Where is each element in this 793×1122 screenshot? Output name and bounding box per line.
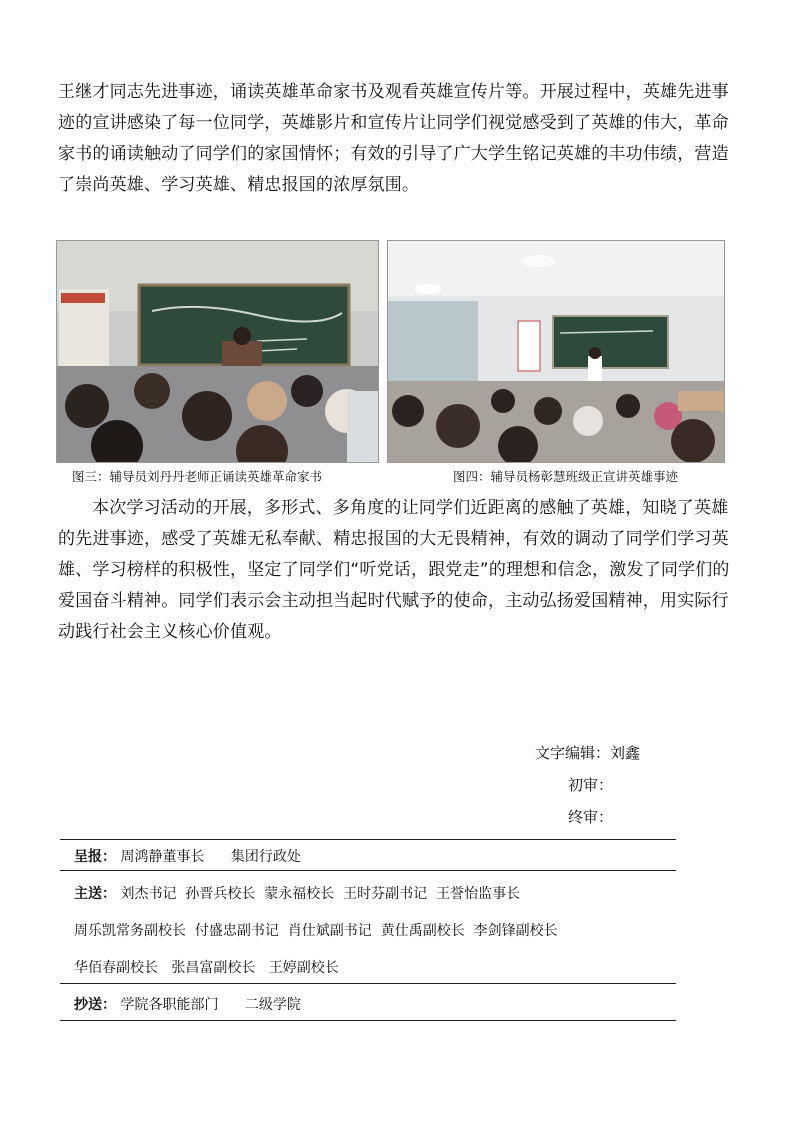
chaosong-line	[74, 994, 301, 1014]
zhusong-recipient: 王婷副校长	[268, 960, 339, 976]
divider-bottom	[60, 1020, 676, 1021]
zhusong-recipient: 刘杰书记	[120, 886, 177, 902]
chengbao-recipient: 集团行政处	[230, 849, 301, 865]
zhusong-recipient: 华佰春副校长	[74, 960, 158, 976]
first-review-line: 初审：	[568, 776, 614, 794]
chengbao-label: 呈报：	[74, 849, 116, 865]
zhusong-recipient: 黄仕禹副校长	[380, 923, 465, 939]
chengbao-line	[74, 846, 301, 866]
chaosong-label: 抄送：	[74, 997, 116, 1013]
zhusong-label: 主送：	[74, 886, 116, 902]
editor-line: 文字编辑：刘鑫	[535, 744, 641, 762]
divider	[60, 983, 676, 984]
zhusong-recipient: 周乐凯常务副校长	[74, 923, 186, 939]
zhusong-recipient: 肖仕斌副书记	[287, 923, 372, 939]
body-paragraph-2: 本次学习活动的开展，多形式、多角度的让同学们近距离的感触了英雄，知晓了英雄的先进事迹，感受了英雄无私奉献、精忠报国的大无畏精神，有效的调动了同学们学习英雄、学习榜样的积极性，坚定了同学们“听党话，跟党走”的理想和信念，激发了同学们的爱国奋斗精神。同学们表示会主动担当起时代赋予的使命，主动弘扬爱国精神，用实际行动践行社会主义核心价值观。	[58, 498, 730, 642]
zhusong-recipient: 王誉怡监事长	[436, 886, 521, 902]
photo-teacher-reading-letters	[56, 240, 379, 463]
zhusong-recipient: 王时芬副书记	[343, 886, 428, 902]
zhusong-line-3	[74, 957, 339, 977]
body-paragraph-1: 王继才同志先进事迹，诵读英雄革命家书及观看英雄宣传片等。开展过程中，英雄先进事迹的宣讲感染了每一位同学，英雄影片和宣传片让同学们视觉感受到了英雄的伟大，革命家书的诵读触动了同学们的家国情怀；有效的引导了广大学生铭记英雄的丰功伟绩，营造了崇尚英雄、学习英雄、精忠报国的浓厚氛围。	[58, 82, 729, 195]
chaosong-recipient: 二级学院	[244, 997, 301, 1013]
figure-4-caption: 图四：辅导员杨彰慧班级正宣讲英雄事迹	[453, 469, 679, 484]
divider-top	[60, 839, 676, 840]
final-review-line: 终审：	[568, 808, 614, 826]
zhusong-recipient: 李剑锋副校长	[473, 923, 558, 939]
divider	[60, 870, 676, 871]
chengbao-recipient: 周鸿静董事长	[120, 849, 205, 865]
zhusong-line-2	[74, 920, 558, 940]
zhusong-line-1	[74, 883, 520, 903]
figure-3-caption: 图三：辅导员刘丹丹老师正诵读英雄革命家书	[72, 469, 323, 484]
photo-class-hero-lecture	[387, 240, 725, 463]
zhusong-recipient: 蒙永福校长	[264, 886, 335, 902]
chaosong-recipient: 学院各职能部门	[120, 997, 219, 1013]
zhusong-recipient: 孙晋兵校长	[185, 886, 256, 902]
zhusong-recipient: 张昌富副校长	[171, 960, 256, 976]
zhusong-recipient: 付盛忠副书记	[194, 923, 279, 939]
